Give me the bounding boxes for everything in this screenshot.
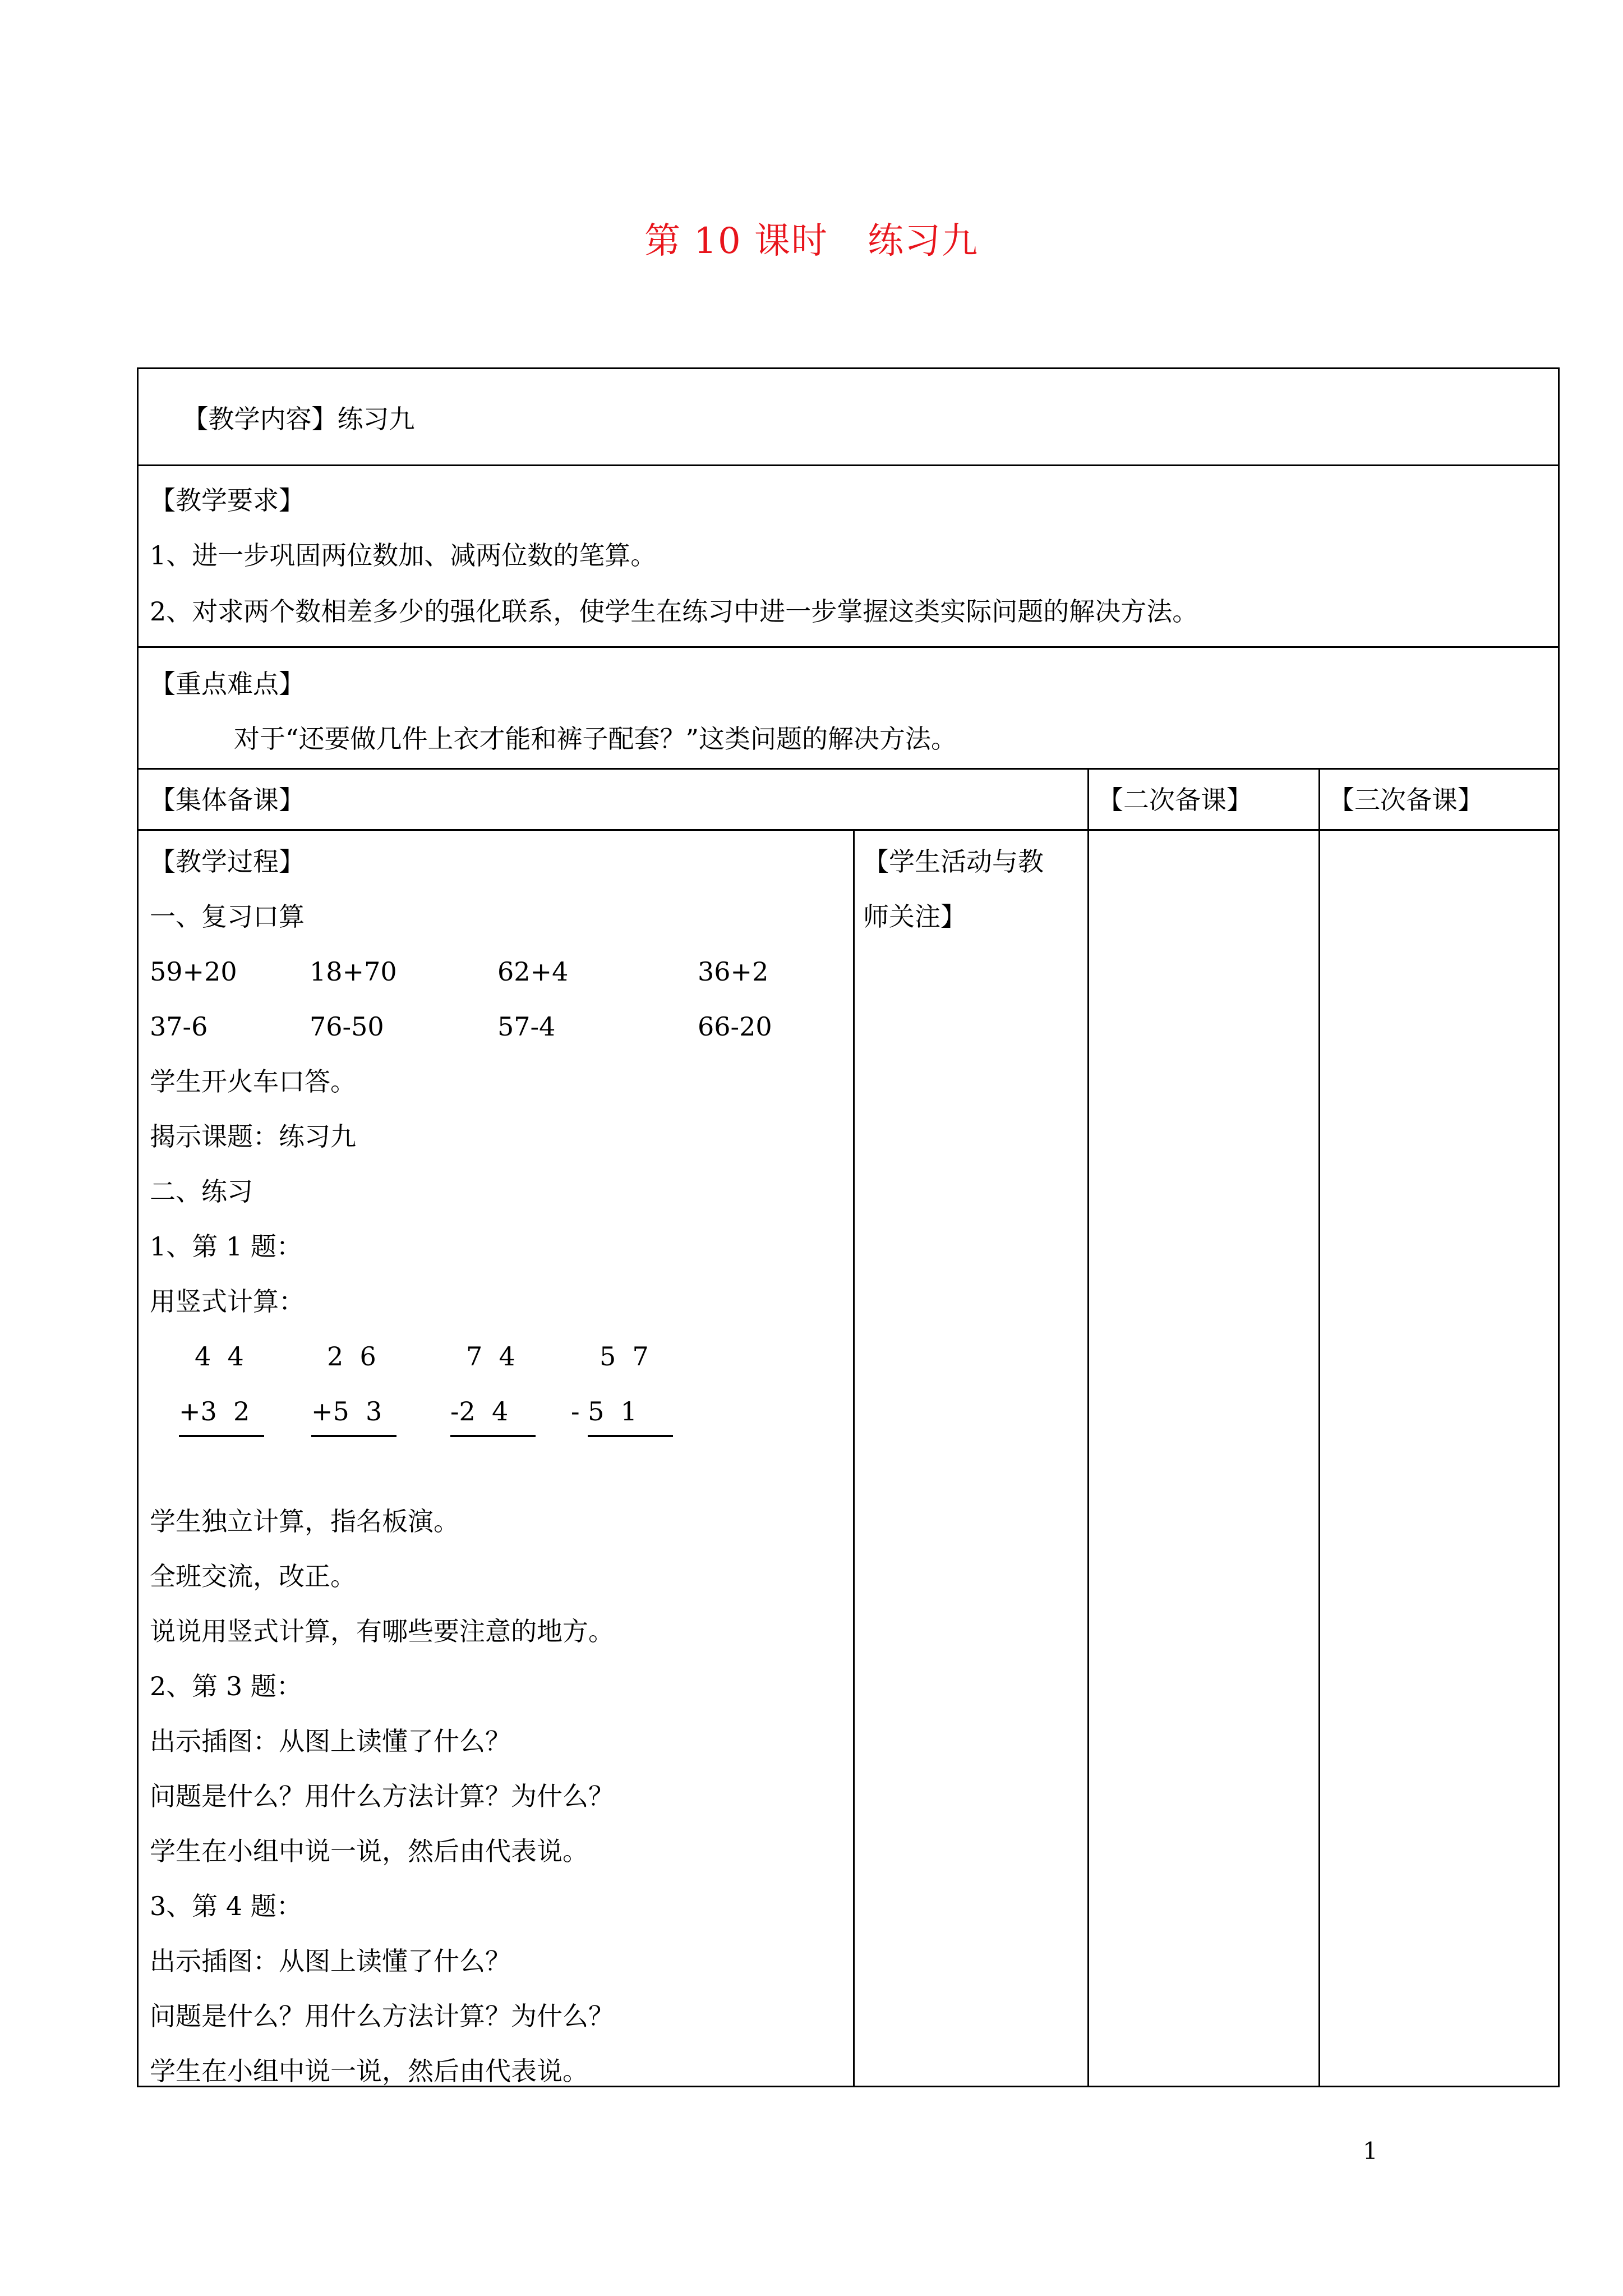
page-number: 1 [1363, 2137, 1378, 2165]
collective-header: 【集体备课】 [150, 785, 305, 815]
content-value: 练习九 [337, 404, 415, 434]
oral-item: 37-6 [150, 1011, 208, 1042]
calc-underline [311, 1435, 396, 1437]
oral-item: 76-50 [310, 1011, 384, 1042]
oral-item: 36+2 [698, 956, 769, 987]
process-line: 3、第 4 题： [150, 1891, 302, 1921]
calc-underline [588, 1435, 673, 1437]
vertical-calc-bottom: +3 2 [179, 1396, 250, 1427]
vertical-calc-bottom: -2 4 [450, 1396, 509, 1427]
col-divider [1318, 768, 1320, 2087]
row-divider [139, 829, 1558, 831]
third-header: 【三次备课】 [1329, 785, 1483, 815]
process-line: 问题是什么？用什么方法计算？为什么？ [150, 1781, 614, 1811]
student-activity-header-cont: 师关注】 [863, 901, 966, 932]
content-row [150, 380, 415, 458]
process-line: 揭示课题：练习九 [150, 1121, 356, 1152]
col-divider [1087, 768, 1089, 2087]
row-divider [139, 464, 1558, 466]
process-line: 二、练习 [150, 1176, 253, 1207]
process-line: 用竖式计算： [150, 1286, 305, 1317]
vertical-calc-top: 2 6 [327, 1341, 376, 1372]
vertical-calc-top: 7 4 [466, 1341, 515, 1372]
oral-item: 18+70 [310, 956, 397, 987]
content-label: 【教学内容】 [182, 404, 338, 434]
calc-underline [450, 1435, 536, 1437]
second-header: 【二次备课】 [1098, 785, 1252, 815]
vertical-calc-top: 4 4 [195, 1341, 244, 1372]
process-label: 【教学过程】 [150, 846, 305, 877]
row-divider [139, 646, 1558, 648]
process-line: 学生在小组中说一说，然后由代表说。 [150, 2056, 588, 2086]
process-line: 全班交流，改正。 [150, 1561, 356, 1591]
calc-underline [179, 1435, 264, 1437]
process-line: 出示插图：从图上读懂了什么？ [150, 1946, 511, 1976]
lesson-number: 第 10 课时 [644, 220, 829, 262]
page-title [0, 212, 1623, 264]
key-points-text: 对于“还要做几件上衣才能和裤子配套？”这类问题的解决方法。 [234, 724, 957, 754]
col-divider [853, 829, 855, 2087]
review-heading: 一、复习口算 [150, 901, 305, 932]
process-line: 1、第 1 题： [150, 1231, 302, 1262]
requirements-label: 【教学要求】 [150, 485, 305, 516]
key-points-label: 【重点难点】 [150, 669, 305, 699]
student-activity-header: 【学生活动与教 [863, 846, 1044, 877]
oral-item: 57-4 [497, 1011, 556, 1042]
lesson-plan-table [137, 367, 1560, 2087]
process-line: 说说用竖式计算，有哪些要注意的地方。 [150, 1616, 614, 1646]
process-line: 学生开火车口答。 [150, 1066, 356, 1097]
vertical-calc-bottom: - 5 1 [571, 1396, 637, 1427]
oral-item: 59+20 [150, 956, 237, 987]
vertical-calc-top: 5 7 [600, 1341, 649, 1372]
process-line: 2、第 3 题： [150, 1671, 302, 1701]
vertical-calc-bottom: +5 3 [311, 1396, 382, 1427]
process-line: 学生在小组中说一说，然后由代表说。 [150, 1836, 588, 1866]
oral-item: 66-20 [698, 1011, 772, 1042]
requirement-item: 1、进一步巩固两位数加、减两位数的笔算。 [150, 540, 657, 570]
row-divider [139, 768, 1558, 770]
process-line: 出示插图：从图上读懂了什么？ [150, 1726, 511, 1756]
process-line: 问题是什么？用什么方法计算？为什么？ [150, 2001, 614, 2031]
requirement-item: 2、对求两个数相差多少的强化联系，使学生在练习中进一步掌握这类实际问题的解决方法。 [150, 596, 1198, 627]
lesson-name: 练习九 [868, 220, 979, 262]
oral-item: 62+4 [497, 956, 569, 987]
process-line: 学生独立计算，指名板演。 [150, 1506, 459, 1536]
